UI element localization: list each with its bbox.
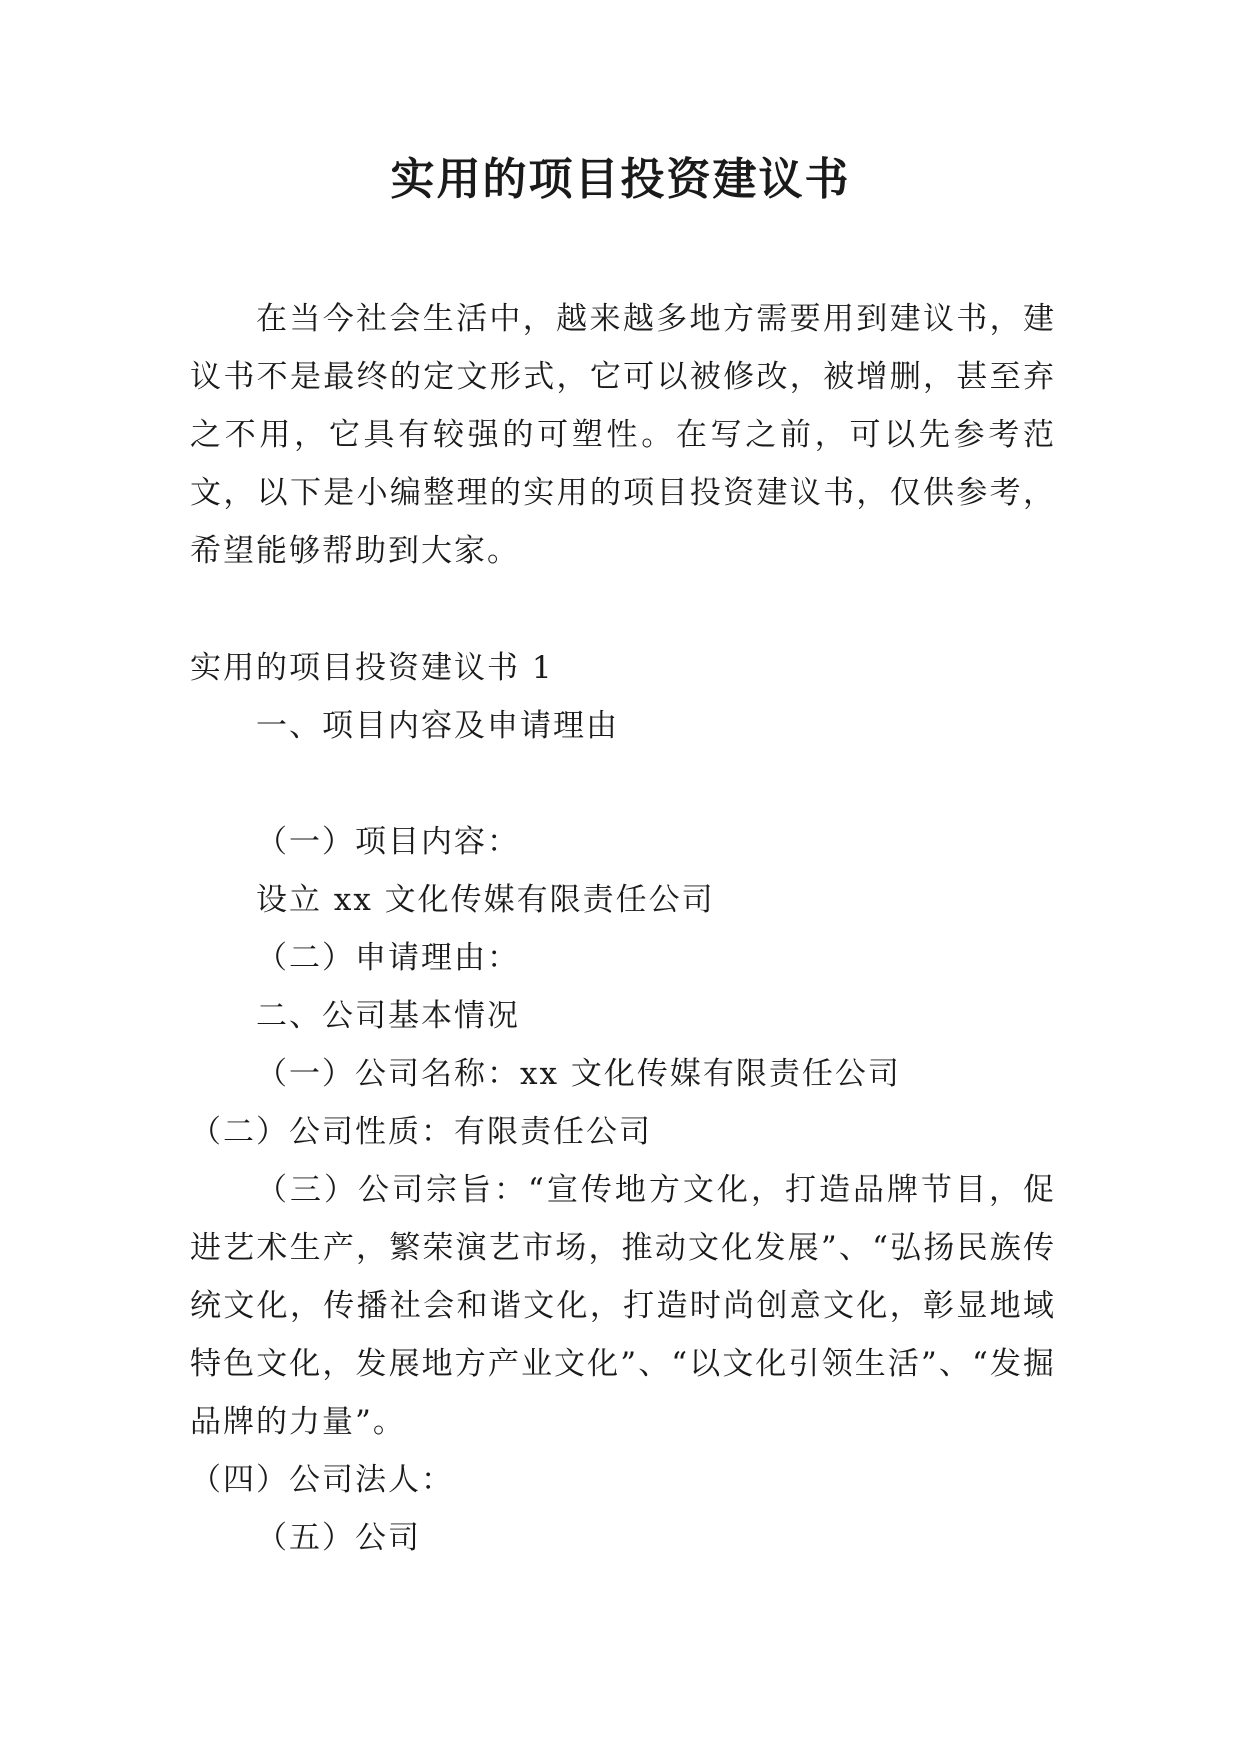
company-five-line: （五）公司 [256, 1520, 421, 1556]
subheading-application-reason: （二）申请理由： [256, 940, 520, 976]
heading-company-basics: 二、公司基本情况 [256, 998, 520, 1034]
heading-project-content: 一、项目内容及申请理由 [256, 708, 619, 744]
company-name-line: （一）公司名称：xx 文化传媒有限责任公司 [256, 1056, 901, 1092]
subheading-project-content: （一）项目内容： [256, 824, 520, 860]
company-purpose-paragraph: （三）公司宗旨：“宣传地方文化，打造品牌节目，促进艺术生产，繁荣演艺市场，推动文化发展”、“弘扬民族传统文化，传播社会和谐文化，打造时尚创意文化，彰显地域特色文化，发展地方产业文化”、“以文化引领生活”、“发掘品牌的力量”。 [190, 1172, 1056, 1440]
project-content-text: 设立 xx 文化传媒有限责任公司 [256, 882, 715, 918]
company-nature-line: （二）公司性质：有限责任公司 [190, 1114, 652, 1150]
intro-paragraph: 在当今社会生活中，越来越多地方需要用到建议书，建议书不是最终的定文形式，它可以被修改，被增删，甚至弃之不用，它具有较强的可塑性。在写之前，可以先参考范文，以下是小编整理的实用的项目投资建议书，仅供参考，希望能够帮助到大家。 [190, 301, 1056, 569]
company-legal-line: （四）公司法人： [190, 1462, 454, 1498]
document-title: 实用的项目投资建议书 [390, 154, 851, 205]
section-title: 实用的项目投资建议书 1 [190, 650, 554, 686]
